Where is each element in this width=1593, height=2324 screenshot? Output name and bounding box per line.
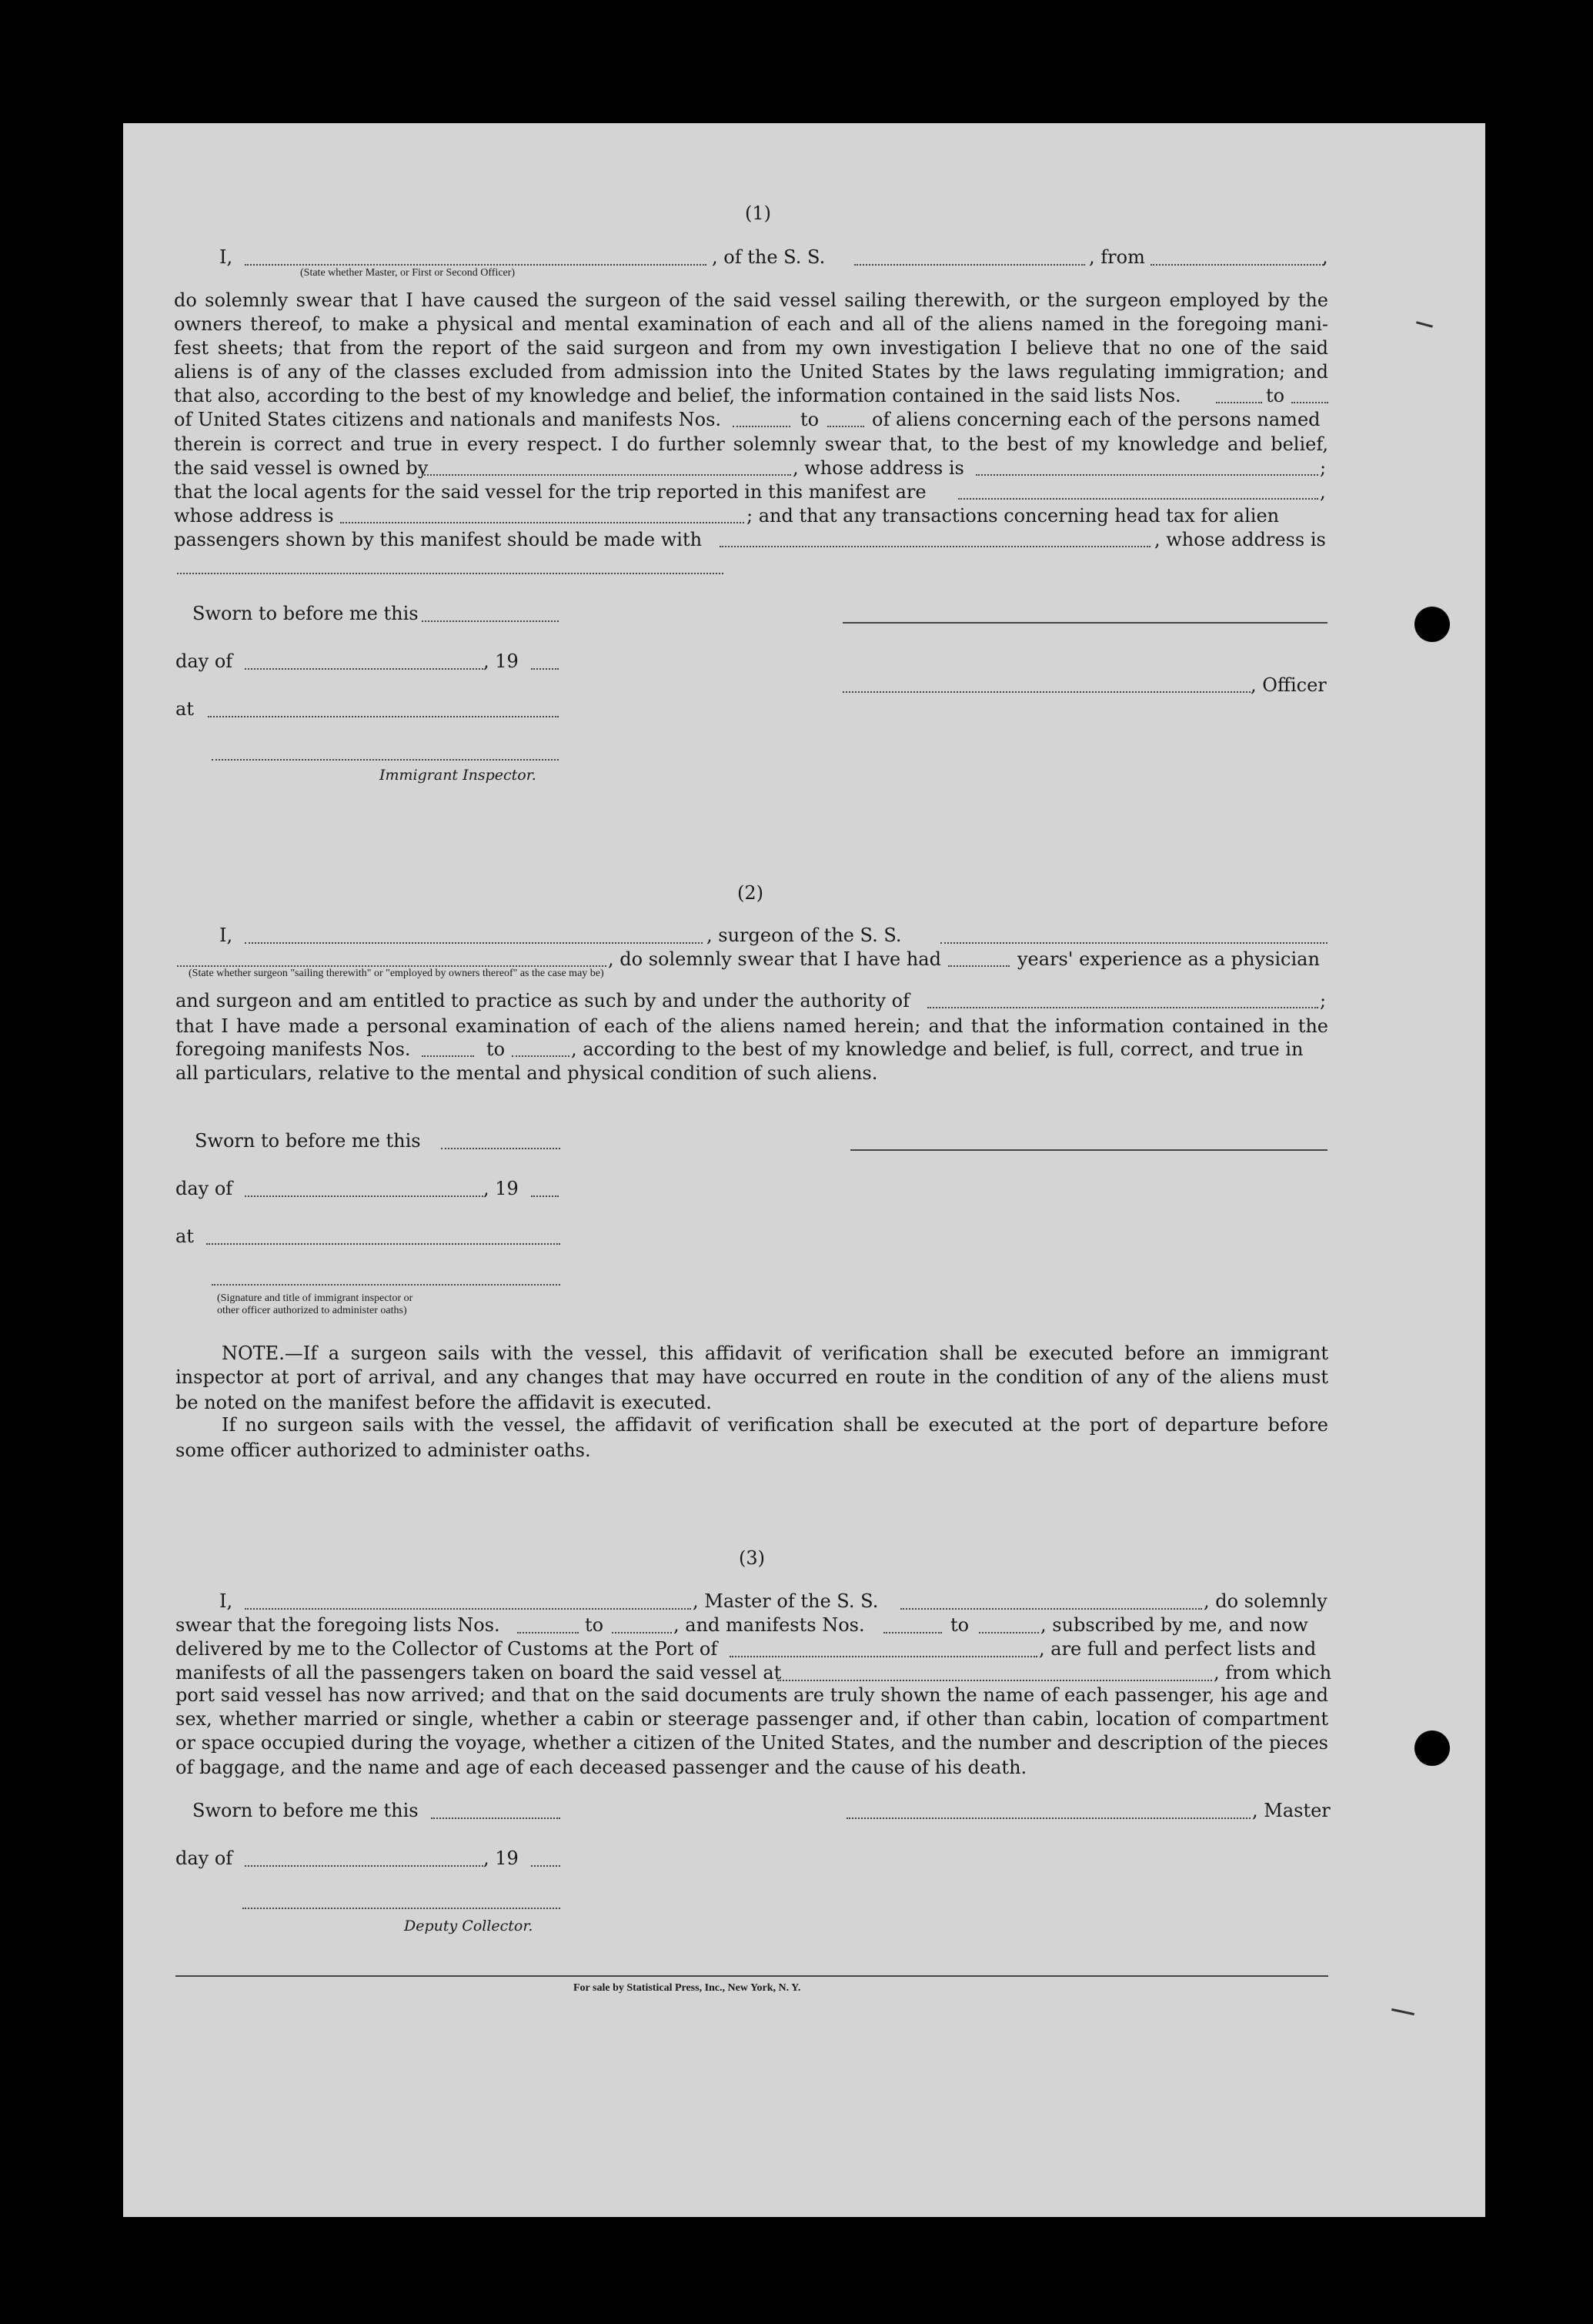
s3-line1-i: I, [219,1590,233,1612]
s3-oath-line: or space occupied during the voyage, whether a citizen of the United States, and the number and description of the pieces [175,1732,1328,1754]
s3-line2-rest: , subscribed by me, and now [1040,1614,1308,1636]
footer-publisher: For sale by Statistical Press, Inc., New York, N. Y. [573,1982,801,1994]
s3-collector-label: Deputy Collector. [404,1918,533,1934]
s2-manifests-to-field[interactable] [512,1055,569,1057]
s3-collector-signature-line[interactable] [242,1908,560,1909]
s3-boarding-port-field[interactable] [777,1680,1212,1681]
s1-oath-line: fest sheets; that from the report of the said surgeon and from my own investigation I believe that no one of the said [174,337,1328,359]
s3-oath-line: sex, whether married or single, whether a cabin or steerage passenger and, if other than cabin, location of compartment [175,1708,1328,1730]
s3-nineteen: , 19 [483,1847,519,1869]
s2-sworn-label: Sworn to before me this [195,1130,421,1152]
s1-lists-from-field[interactable] [1216,402,1262,403]
s1-line1-comma: , [1322,246,1328,268]
s1-officer-line[interactable] [843,691,1251,693]
s1-line1-from: , from [1089,246,1145,268]
s2-vessel-field[interactable] [940,942,1328,944]
s2-at-label: at [175,1226,194,1247]
s3-line2-to1: to [585,1614,604,1636]
s2-line1-surgeon: , surgeon of the S. S. [706,925,902,946]
s2-nineteen: , 19 [483,1178,519,1199]
s1-line9-comma: , [1320,481,1326,503]
section-1-heading: (1) [745,202,771,224]
s1-owner-field[interactable] [422,474,791,476]
s2-signature-note-1: (Signature and title of immigrant inspector or [217,1292,413,1304]
s1-oath-line: owners thereof, to make a physical and mental examination of each and all of the aliens named in the foregoing mani- [174,313,1328,335]
s1-oath-line: aliens is of any of the classes excluded from admission into the United States by the laws regulating immigration; and [174,361,1328,383]
s1-officer-label: , Officer [1251,674,1327,696]
s3-master-signature-line[interactable] [847,1817,1251,1819]
s1-line10-address: whose address is [174,505,334,527]
s1-day-field[interactable] [245,668,483,670]
s2-signature-note-2: other officer authorized to administer oaths) [217,1305,407,1316]
s3-sworn-field[interactable] [431,1817,560,1819]
s2-line3-text: and surgeon and am entitled to practice as such by and under the authority of [175,990,910,1012]
s3-lists-from-field[interactable] [517,1632,579,1633]
s1-vessel-name-field[interactable] [854,264,1085,266]
s1-year-field[interactable] [531,668,559,670]
s1-inspector-label: Immigrant Inspector. [379,767,536,784]
s2-note-line: NOTE.—If a surgeon sails with the vessel, this affidavit of verification shall be executed before an immigrant [222,1343,1328,1364]
s2-line3-semi: ; [1320,990,1327,1012]
s3-oath-line: port said vessel has now arrived; and that on the said documents are truly shown the name of each passenger, his age and [175,1684,1328,1706]
s1-line11-text: passengers shown by this manifest should be made with [174,529,703,550]
s3-day-field[interactable] [245,1865,483,1867]
s1-line1-ofss: , of the S. S. [712,246,826,268]
s3-oath-last: of baggage, and the name and age of each deceased passenger and the cause of his death. [175,1757,1027,1778]
s3-manifests-from-field[interactable] [883,1632,942,1633]
s1-line11-address: , whose address is [1154,529,1326,550]
s1-lists-to-field[interactable] [1291,402,1328,403]
s1-line6-rest: of aliens concerning each of the persons named [872,409,1321,430]
s2-at-field[interactable] [206,1243,560,1245]
s1-manifests-from-field[interactable] [733,426,790,427]
s3-sworn-label: Sworn to before me this [192,1800,419,1821]
s3-line1-master: , Master of the S. S. [693,1590,879,1612]
s1-signature-line[interactable] [843,622,1328,624]
s1-owner-address-field[interactable] [976,474,1318,476]
s1-sworn-label: Sworn to before me this [192,603,419,624]
s2-note2-line: some officer authorized to administer oaths. [175,1440,591,1461]
s3-line2-text: swear that the foregoing lists Nos. [175,1614,500,1636]
s3-lists-to-field[interactable] [612,1632,672,1633]
s2-line5-text: foregoing manifests Nos. [175,1038,411,1060]
s1-line7: therein is correct and true in every respect. I do further solemnly swear that, to the best of my knowledge and belief, [174,433,1328,455]
s3-year-field[interactable] [531,1865,560,1867]
punch-hole-bottom [1414,1730,1450,1766]
section-2-heading: (2) [737,882,763,904]
s1-line6-to: to [800,409,820,430]
s3-line3-rest: , are full and perfect lists and [1039,1638,1317,1660]
s2-years-field[interactable] [948,965,1010,967]
s1-line9-agents: that the local agents for the said vessel for the trip reported in this manifest are [174,481,927,503]
s3-port-field[interactable] [730,1656,1037,1657]
s2-status-field[interactable] [177,965,606,967]
s1-line8-address: , whose address is [793,457,964,479]
s1-agents-address-field[interactable] [340,522,744,523]
s3-line3-text: delivered by me to the Collector of Customs at the Port of [175,1638,718,1660]
s1-headtax-address-field[interactable] [177,573,723,574]
s1-nineteen: , 19 [483,650,519,672]
s1-agents-field[interactable] [958,498,1318,500]
s2-line2-swear: , do solemnly swear that I have had [608,948,941,970]
s1-at-field[interactable] [208,716,559,717]
s3-line1-solemnly: , do solemnly [1204,1590,1328,1612]
s3-vessel-field[interactable] [900,1608,1202,1610]
s3-line2-manifests: , and manifests Nos. [673,1614,865,1636]
s2-note-line: inspector at port of arrival, and any changes that may have occurred en route in the condition of any of the aliens must [175,1366,1328,1388]
s2-dayof-label: day of [175,1178,233,1199]
s2-line1-i: I, [219,925,233,946]
s3-dayof-label: day of [175,1847,233,1869]
s2-line6: all particulars, relative to the mental and physical condition of such aliens. [175,1062,878,1084]
footer-rule [175,1975,1328,1977]
section-3-heading: (3) [739,1547,765,1569]
s3-line4-rest: , from which [1214,1662,1332,1684]
s2-line4: that I have made a personal examination of each of the aliens named herein; and that the information contained in the [175,1015,1328,1037]
s2-day-field[interactable] [245,1195,483,1197]
s3-master-label: , Master [1252,1800,1331,1821]
s1-oath-line: do solemnly swear that I have caused the surgeon of the said vessel sailing therewith, or the surgeon employed by the [174,289,1328,311]
s3-manifests-to-field[interactable] [979,1632,1039,1633]
s1-at-label: at [175,698,194,720]
s1-line1-i: I, [219,246,233,268]
punch-hole-top [1414,607,1450,642]
s2-line5-rest: , according to the best of my knowledge and belief, is full, correct, and true in [571,1038,1304,1060]
s2-note2-line: If no surgeon sails with the vessel, the affidavit of verification shall be executed at the port of departure before [222,1414,1328,1436]
s1-sworn-field[interactable] [422,620,559,622]
s2-surgeon-name-field[interactable] [245,942,703,944]
s1-line8-owned: the said vessel is owned by [174,457,429,479]
s2-inspector-signature-line[interactable] [212,1284,560,1286]
s3-line4-text: manifests of all the passengers taken on board the said vessel at [175,1662,782,1684]
s2-manifests-from-field[interactable] [422,1055,474,1057]
s1-line10-rest: ; and that any transactions concerning head tax for alien [746,505,1280,527]
s1-line8-semi: ; [1320,457,1327,479]
s2-status-note: (State whether surgeon "sailing therewith" or "employed by owners thereof" as the case may be) [189,968,604,979]
s2-line2-years: years' experience as a physician [1017,948,1320,970]
s3-line2-to2: to [950,1614,970,1636]
s1-rank-note: (State whether Master, or First or Second Officer) [300,267,516,279]
s2-sworn-field[interactable] [441,1148,560,1149]
s2-year-field[interactable] [531,1195,559,1197]
s1-line5-to: to [1266,385,1285,406]
s2-authority-field[interactable] [927,1007,1318,1008]
s2-signature-line[interactable] [850,1149,1328,1151]
s1-manifests-to-field[interactable] [827,426,864,427]
s1-from-port-field[interactable] [1150,264,1324,266]
s2-line5-to: to [486,1038,506,1060]
s1-line5-text: that also, according to the best of my knowledge and belief, the information contained in the said lists Nos. [174,385,1181,406]
s2-note-line: be noted on the manifest before the affidavit is executed. [175,1392,712,1413]
s1-line6-text: of United States citizens and nationals and manifests Nos. [174,409,722,430]
s1-inspector-signature-line[interactable] [212,759,559,761]
s1-officer-rank-field[interactable] [245,264,706,266]
s1-dayof-label: day of [175,650,233,672]
s1-headtax-field[interactable] [720,546,1150,547]
s3-master-name-field[interactable] [245,1608,691,1610]
